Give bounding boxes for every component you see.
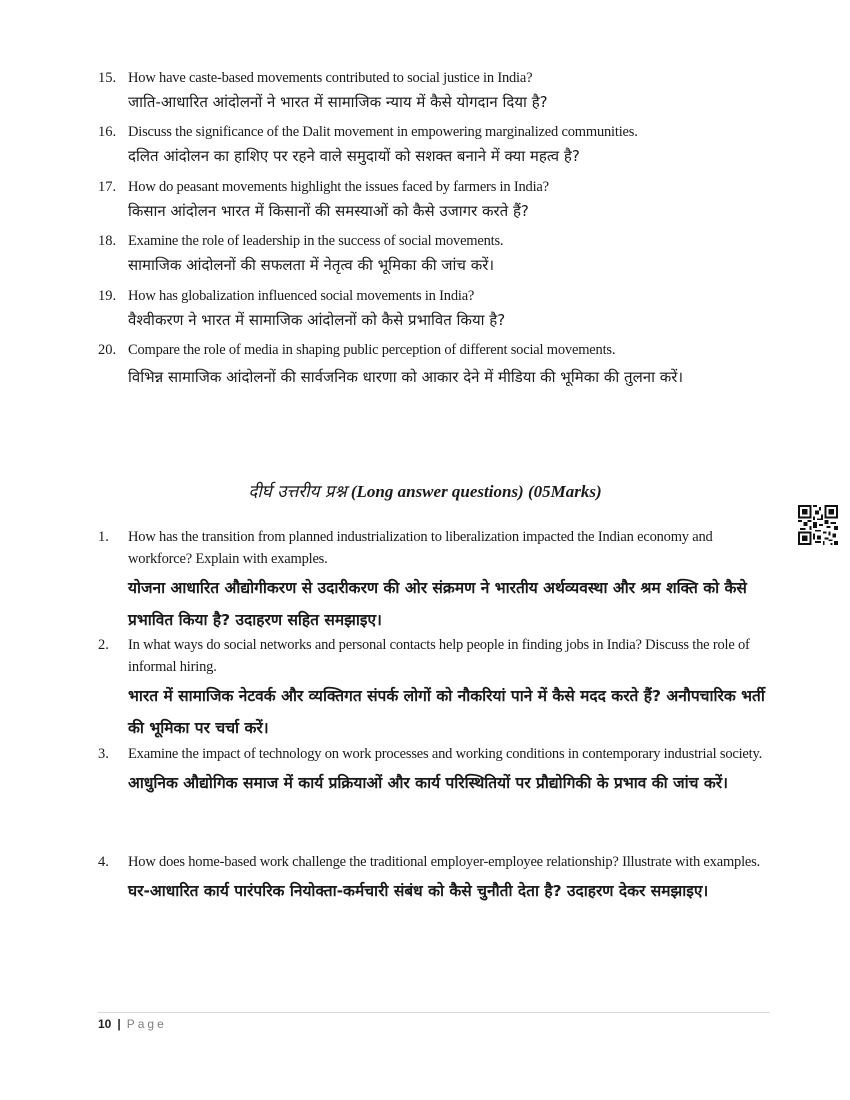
question-text-english: In what ways do social networks and personal contacts help people in finding jobs in India? Discuss the role of informal hiring. <box>128 637 750 675</box>
long-question-4 <box>98 851 768 907</box>
question-17 <box>98 176 768 224</box>
question-number: 4. <box>98 854 109 870</box>
question-text-hindi: आधुनिक औद्योगिक समाज में कार्य प्रक्रियाओं और कार्य परिस्थितियों पर प्रौद्योगिकी के प्रभाव की जांच करें। <box>128 774 728 792</box>
question-20 <box>98 339 768 393</box>
section-heading <box>0 480 850 504</box>
long-question-2 <box>98 634 768 744</box>
question-16 <box>98 121 768 169</box>
question-text-english: How have caste-based movements contributed to social justice in India? <box>128 70 533 86</box>
question-number: 18. <box>98 233 117 249</box>
question-number: 19. <box>98 288 117 304</box>
question-text-english: How has globalization influenced social movements in India? <box>128 288 475 304</box>
question-number: 20. <box>98 342 117 358</box>
long-question-1 <box>98 526 768 636</box>
question-text-english: How does home-based work challenge the traditional employer-employee relationship? Illustrate with examples. <box>128 854 761 870</box>
question-19 <box>98 285 768 333</box>
question-text-english: How has the transition from planned industrialization to liberalization impacted the Indian economy and workforce? Explain with examples. <box>128 529 713 567</box>
question-number: 3. <box>98 746 109 762</box>
question-text-hindi: किसान आंदोलन भारत में किसानों की समस्याओं को कैसे उजागर करते हैं? <box>128 202 529 220</box>
question-text-hindi: घर-आधारित कार्य पारंपरिक नियोक्ता-कर्मचारी संबंध को कैसे चुनौती देता है? उदाहरण देकर समझाइए। <box>128 882 709 900</box>
question-number: 17. <box>98 179 117 195</box>
footer-divider <box>98 1012 770 1013</box>
question-text-english: Discuss the significance of the Dalit movement in empowering marginalized communities. <box>128 124 638 140</box>
question-text-hindi: जाति-आधारित आंदोलनों ने भारत में सामाजिक न्याय में कैसे योगदान दिया है? <box>128 93 548 111</box>
long-question-3 <box>98 743 768 799</box>
question-text-english: How do peasant movements highlight the issues faced by farmers in India? <box>128 179 549 195</box>
question-number: 16. <box>98 124 117 140</box>
section-heading-hindi: दीर्घ उत्तरीय प्रश्न <box>248 482 347 502</box>
question-text-hindi: दलित आंदोलन का हाशिए पर रहने वाले समुदायों को सशक्त बनाने में क्या महत्व है? <box>128 147 580 165</box>
page-number: 10 <box>98 1017 112 1031</box>
question-number: 2. <box>98 637 109 653</box>
question-number: 1. <box>98 529 109 545</box>
qr-code-icon <box>798 505 838 545</box>
question-number: 15. <box>98 70 117 86</box>
question-text-english: Examine the impact of technology on work processes and working conditions in contemporary industrial society. <box>128 746 763 762</box>
section-heading-english: (Long answer questions) (05Marks) <box>350 482 602 501</box>
question-text-hindi: सामाजिक आंदोलनों की सफलता में नेतृत्व की भूमिका की जांच करें। <box>128 256 495 274</box>
question-text-hindi: विभिन्न सामाजिक आंदोलनों की सार्वजनिक धारणा को आकार देने में मीडिया की भूमिका की तुलना करें। <box>128 368 684 386</box>
question-text-english: Compare the role of media in shaping public perception of different social movements. <box>128 342 616 358</box>
question-text-hindi: वैश्वीकरण ने भारत में सामाजिक आंदोलनों को कैसे प्रभावित किया है? <box>128 311 506 329</box>
page-label: Page <box>126 1017 167 1031</box>
question-text-hindi: भारत में सामाजिक नेटवर्क और व्यक्तिगत संपर्क लोगों को नौकरियां पाने में कैसे मदद करते हैं? अनौपचारिक भर्ती की भूमिका पर चर्चा करें। <box>128 687 765 737</box>
question-text-english: Examine the role of leadership in the success of social movements. <box>128 233 504 249</box>
footer-separator: | <box>117 1017 121 1031</box>
question-text-hindi: योजना आधारित औद्योगीकरण से उदारीकरण की ओर संक्रमण ने भारतीय अर्थव्यवस्था और श्रम शक्ति को कैसे प्रभावित किया है? उदाहरण सहित समझाइए। <box>128 579 747 629</box>
page-footer <box>98 1015 167 1033</box>
question-18 <box>98 230 768 278</box>
question-15 <box>98 67 768 115</box>
